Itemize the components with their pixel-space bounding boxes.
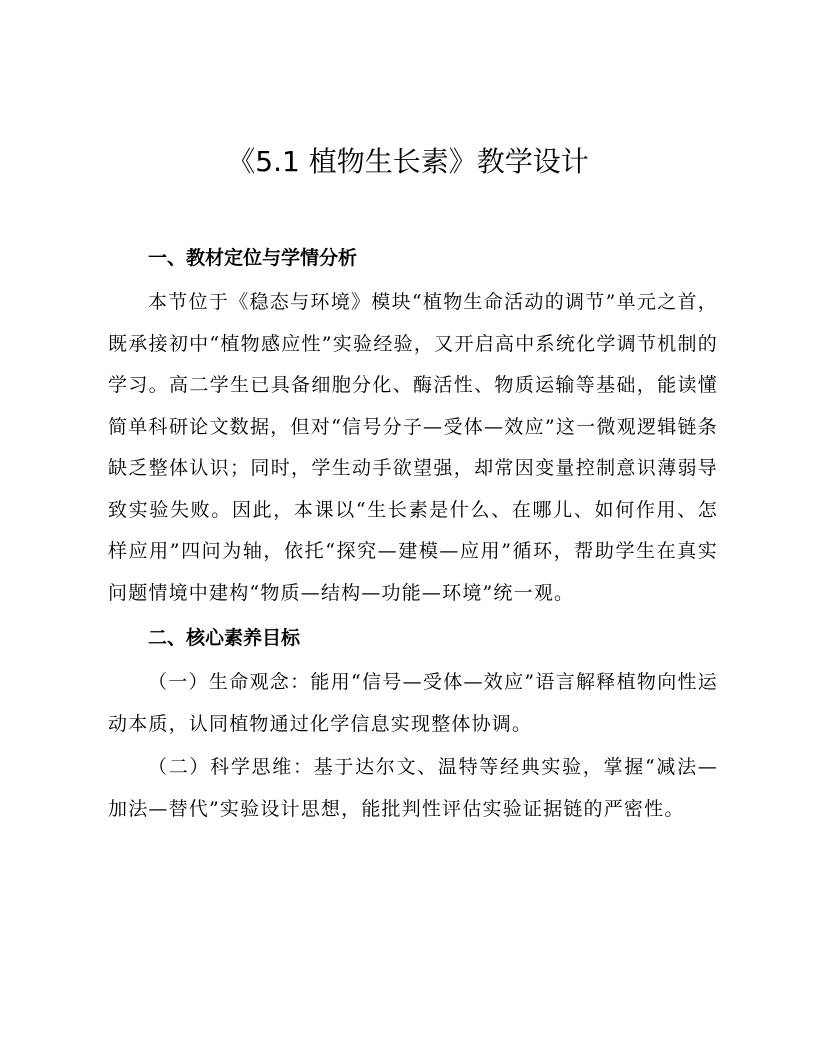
document-body [108, 238, 718, 830]
objective-scientific-thinking: （二）科学思维：基于达尔文、温特等经典实验，掌握“减法—加法—替代”实验设计思想，能批判性评估实验证据链的严密性。 [108, 756, 718, 820]
paragraph-textbook-analysis: 本节位于《稳态与环境》模块“植物生命活动的调节”单元之首，既承接初中“植物感应性”实验经验，又开启高中系统化学调节机制的学习。高二学生已具备细胞分化、酶活性、物质运输等基础，能读懂简单科研论文数据，但对“信号分子—受体—效应”这一微观逻辑链条缺乏整体认识；同时，学生动手欲望强，却常因变量控制意识薄弱导致实验失败。因此，本课以“生长素是什么、在哪儿、如何作用、怎样应用”四问为轴，依托“探究—建模—应用”循环，帮助学生在真实问题情境中建构“物质—结构—功能—环境”统一观。 [108, 291, 718, 604]
section-heading-textbook-analysis: 一、教材定位与学情分析 [148, 247, 358, 269]
objective-life-concept: （一）生命观念：能用“信号—受体—效应”语言解释植物向性运动本质，认同植物通过化学信息实现整体协调。 [108, 671, 718, 735]
document-title: 《5.1 植物生长素》教学设计 [227, 145, 589, 178]
section-heading-core-literacy: 二、核心素养目标 [148, 627, 301, 649]
